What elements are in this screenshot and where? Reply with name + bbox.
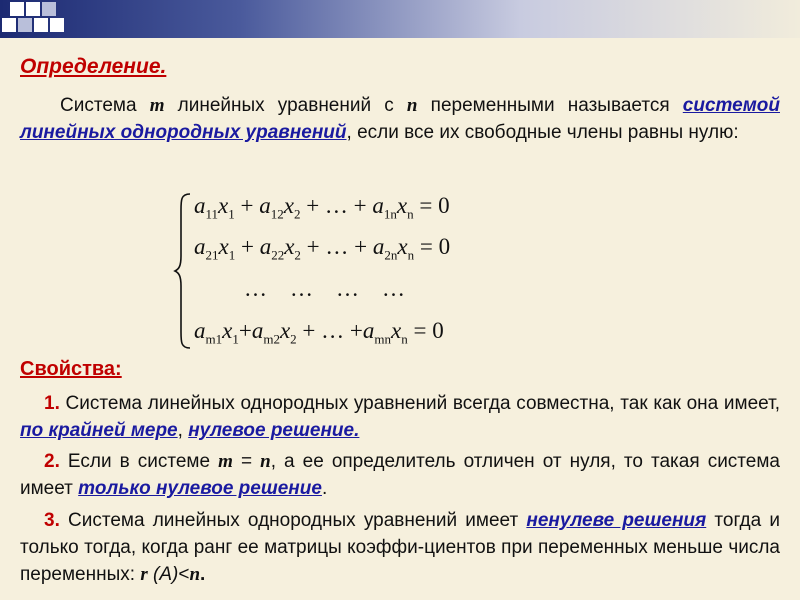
- title-bar: [0, 0, 800, 38]
- equation-row-ellipsis: … … … …: [244, 276, 405, 301]
- defined-term: системой линейных однородных уравнений: [20, 95, 780, 143]
- properties-title: Свойства:: [20, 358, 122, 380]
- equation-row-m: $a_{m1}x_1+a_{m2}x_2$ + … $+a_{mn}x_n = 0$: [194, 318, 444, 347]
- left-brace-icon: [172, 190, 194, 352]
- decor-square: [10, 2, 24, 16]
- property-text: тогда и только тогда, когда ранг ее матрицы коэффи-циентов при переменных меньше числа переменных:: [20, 510, 780, 585]
- property-3: [20, 507, 780, 588]
- decor-square: [50, 18, 64, 32]
- property-number: 1.: [44, 393, 60, 414]
- decor-square: [26, 2, 40, 16]
- property-number: 2.: [44, 451, 60, 472]
- property-text: .: [200, 564, 206, 585]
- property-text: ,: [177, 420, 189, 441]
- definition-text: линейных уравнений с: [177, 95, 394, 116]
- property-text: .: [321, 478, 328, 499]
- var-n: n: [189, 564, 201, 585]
- matrix-a: (A): [147, 564, 179, 585]
- property-emphasis: только нулевое решение: [78, 478, 322, 499]
- slide-heading: Определение.: [20, 55, 167, 78]
- property-text: , а ее определитель отличен от нуля, то такая система имеет: [20, 451, 780, 499]
- definition-text: переменными называется: [430, 95, 670, 116]
- var-n: n: [260, 451, 271, 472]
- property-text: Система линейных однородных уравнений всегда совместна, так как она имеет,: [59, 393, 780, 414]
- equation-row-2: $a_{21}x_1 + a_{22}x_2$ + … + $a_{2n}x_n = 0$: [194, 234, 451, 263]
- equation-row-1: $a_{11}x_1 + a_{12}x_2$ + … + $a_{1n}x_n = 0$: [194, 193, 450, 222]
- definition-text: Система: [60, 95, 137, 116]
- property-emphasis: по крайней мере: [20, 420, 178, 441]
- equals-sign: =: [232, 451, 261, 472]
- decor-square: [2, 18, 16, 32]
- property-2: [20, 448, 780, 502]
- var-r: r: [140, 564, 148, 585]
- property-text: Система линейных однородных уравнений имеет: [59, 510, 527, 531]
- decor-square: [18, 18, 32, 32]
- definition-text: , если все их свободные члены равны нулю:: [346, 122, 739, 143]
- definition-paragraph: [20, 92, 780, 146]
- property-emphasis: ненулеве решения: [526, 510, 707, 531]
- decor-square: [34, 18, 48, 32]
- var-m: m: [149, 95, 165, 116]
- property-number: 3.: [44, 510, 60, 531]
- property-1: [20, 390, 780, 444]
- property-emphasis: нулевое решение.: [188, 420, 360, 441]
- property-text: Если в системе: [59, 451, 219, 472]
- var-m: m: [218, 451, 233, 472]
- var-n: n: [406, 95, 418, 116]
- less-than-sign: <: [178, 564, 190, 585]
- decor-square: [42, 2, 56, 16]
- equation-system: [172, 190, 542, 352]
